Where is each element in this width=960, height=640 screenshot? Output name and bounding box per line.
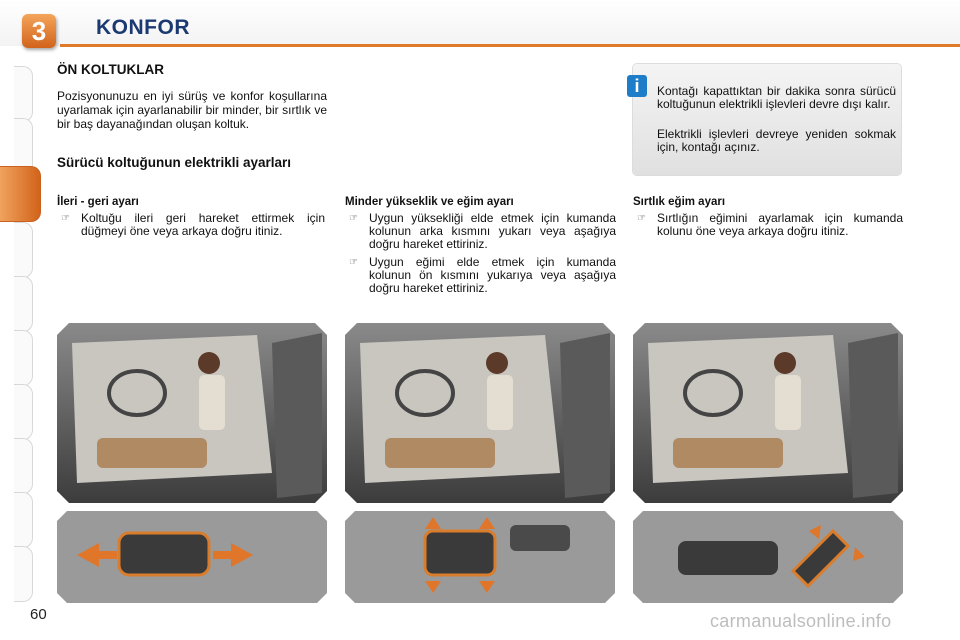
- chapter-tab[interactable]: [14, 222, 33, 278]
- watermark: carmanualsonline.info: [710, 611, 892, 631]
- chapter-title: KONFOR: [96, 16, 190, 39]
- column-title-backrest: Sırtlık eğim ayarı: [633, 196, 726, 208]
- fore-aft-control-photo: [57, 511, 327, 603]
- chapter-badge: 3: [22, 14, 56, 48]
- bullet-item: ☞ Koltuğu ileri geri hareket ettirmek için düğmeyi öne veya arkaya doğru itiniz.: [61, 211, 325, 238]
- info-icon: i: [627, 75, 647, 97]
- car-interior-photo-1: [57, 323, 327, 503]
- info-text-1: Kontağı kapattıktan bir dakika sonra sürücü koltuğunun elektrikli işlevleri devre dışı kalır.: [657, 84, 896, 111]
- header-rule: [60, 44, 960, 47]
- page-number: 60: [30, 606, 47, 623]
- backrest-control-photo: [633, 511, 903, 603]
- info-text-2: Elektrikli işlevleri devreye yeniden sokmak için, kontağı açınız.: [657, 127, 896, 154]
- intro-text: Pozisyonunuzu en iyi sürüş ve konfor koşullarına uyarlamak için ayarlanabilir bir minder, bir sırtlık ve bir baş dayanağından oluşan koltuk.: [57, 89, 327, 131]
- chapter-tab[interactable]: [14, 66, 33, 122]
- bullet-item: ☞ Uygun eğimi elde etmek için kumanda kolunun ön kısmını yukarıya veya aşağıya doğru hareket ettiriniz.: [349, 255, 616, 295]
- bullet-hand-icon: ☞: [349, 213, 358, 224]
- section-title: ÖN KOLTUKLAR: [57, 62, 164, 77]
- cushion-control-photo: [345, 511, 615, 603]
- chapter-tab[interactable]: [14, 276, 33, 332]
- bullet-item: ☞ Uygun yüksekliği elde etmek için kumanda kolunun arka kısmını yukarı veya aşağıya doğru hareket ettiriniz.: [349, 211, 616, 251]
- chapter-tab[interactable]: [14, 438, 33, 494]
- bullet-hand-icon: ☞: [349, 257, 358, 268]
- bullet-hand-icon: ☞: [61, 213, 70, 224]
- bullet-hand-icon: ☞: [637, 213, 646, 224]
- chapter-tab[interactable]: [14, 330, 33, 386]
- column-title-cushion: Minder yükseklik ve eğim ayarı: [345, 196, 514, 208]
- info-box: [633, 64, 901, 175]
- bullet-item: ☞ Sırtlığın eğimini ayarlamak için kumanda kolunu öne veya arkaya doğru itiniz.: [637, 211, 903, 238]
- subsection-title: Sürücü koltuğunun elektrikli ayarları: [57, 155, 292, 170]
- car-interior-photo-2: [345, 323, 615, 503]
- chapter-tab-active[interactable]: [0, 166, 41, 222]
- chapter-tab[interactable]: [14, 492, 33, 548]
- chapter-tab[interactable]: [14, 546, 33, 602]
- column-title-fore-aft: İleri - geri ayarı: [57, 196, 139, 208]
- car-interior-photo-3: [633, 323, 903, 503]
- chapter-tab[interactable]: [14, 384, 33, 440]
